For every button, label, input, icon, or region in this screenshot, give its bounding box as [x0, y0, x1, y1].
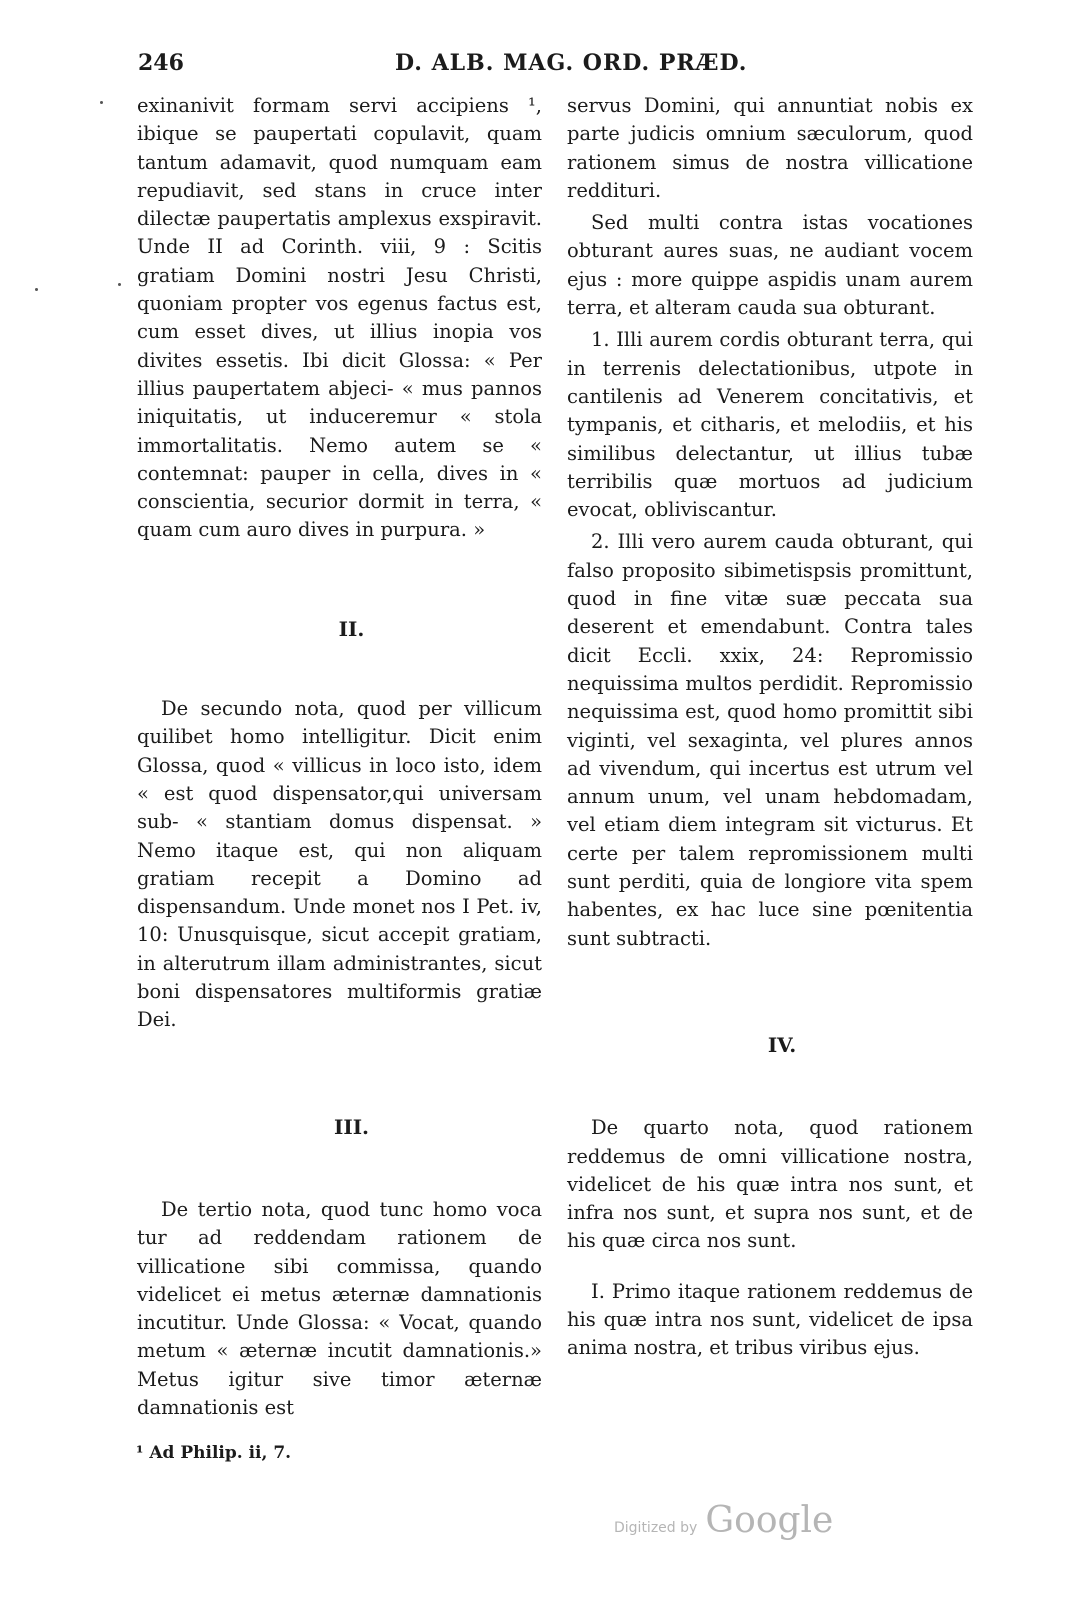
right-column: [567, 92, 973, 1363]
section-heading-iii: III.: [333, 1114, 370, 1139]
margin-mark: [35, 288, 38, 291]
paragraph: 2. Illi vero aurem cauda obturant, qui falso proposito sibimetispsis promittunt, quod in fine vitæ suæ peccata sua deserent et emendabunt. Contra tales dicit Eccli. xxix, 24: Repromissio nequissima multos perdidit. Repromissio nequissima est, quod homo promittit sibi viginti, vel sexaginta, vel plures annos ad vivendum, qui incertus est utrum vel annum unum, vel unam hebdomadam, vel etiam diem integram sit victurus. Et certe per talem repromissionem multi sunt perditi, quia de longiore vita spem habentes, ex hac luce sine pœnitentia sunt subtracti.: [567, 530, 973, 950]
watermark-prefix: Digitized by: [614, 1520, 698, 1536]
paragraph: exinanivit formam servi accipiens ¹, ibique se paupertati copulavit, quam tantum adamavit, quod numquam eam repudiavit, sed stans in cruce inter dilectæ paupertatis amplexus exspiravit. Unde II ad Corinth. viii, 9 : Scitis gratiam Domini nostri Jesu Christi, quoniam propter vos egenus factus est, cum esset dives, ut illius inopia vos divites essetis. Ibi dicit Glossa: « Per illius paupertatem abjeci- « mus pannos iniquitatis, ut induceremur « stola immortalitatis. Nemo autem se « contemnat: pauper in cella, dives in « conscientia, securior dormit in terra, « quam cum auro dives in purpura. »: [137, 94, 542, 542]
page-number: 246: [138, 50, 184, 76]
paragraph: De secundo nota, quod per villicum quilibet homo intelligitur. Dicit enim Glossa, quod « villicus in loco isto, idem « est quod dispensator,qui universam sub- « stantiam domus dispensat. » Nemo itaque est, qui non aliquam gratiam recepit a Domino ad dispensandum. Unde monet nos I Pet. iv, 10: Unusquisque, sicut accepit gratiam, in alterutrum illam administrantes, sicut boni dispensatores multiformis gratiæ Dei.: [137, 697, 542, 1032]
google-logo: Google: [705, 1500, 834, 1541]
paragraph: servus Domini, qui annuntiat nobis ex parte judicis omnium sæculorum, quod rationem simus de nostra villicatione reddituri.: [567, 94, 973, 202]
section-heading-iv: IV.: [767, 1032, 797, 1057]
paragraph: De tertio nota, quod tunc homo voca tur ad reddendam rationem de villicatione sibi commissa, quando videlicet ei metus æternæ damnationis incutitur. Unde Glossa: « Vocat, quando metum « æternæ incutit damnationis.» Metus igitur sive timor æternæ damnationis est: [137, 1197, 542, 1419]
margin-mark: [118, 283, 121, 286]
footnote: ¹ Ad Philip. ii, 7.: [136, 1443, 292, 1463]
margin-mark: [100, 101, 103, 104]
running-head: D. ALB. MAG. ORD. PRÆD.: [395, 50, 748, 76]
paragraph: I. Primo itaque rationem reddemus de his quæ intra nos sunt, videlicet de ipsa anima nostra, et tribus viribus ejus.: [567, 1279, 973, 1360]
left-column: [137, 92, 542, 1422]
paragraph: Sed multi contra istas vocationes obturant aures suas, ne audiant vocem ejus : more quippe aspidis unam aurem terra, et alteram cauda sua obturant.: [567, 211, 973, 320]
paragraph: De quarto nota, quod rationem reddemus de omni villicatione nostra, videlicet de his quæ intra nos sunt, et infra nos sunt, et supra nos sunt, et de his quæ circa nos sunt.: [567, 1116, 973, 1253]
page-header: [0, 50, 1069, 82]
paragraph: 1. Illi aurem cordis obturant terra, qui in terrenis delectationibus, utpote in cantilenis ad Venerem concitativis, et tympanis, et citharis, et melodiis, et his similibus delectantur, ut illius tubæ terribilis quæ mortuos ad judicium evocat, obliviscantur.: [567, 328, 973, 522]
section-heading-ii: II.: [338, 616, 365, 641]
digitization-watermark: [614, 1500, 833, 1541]
